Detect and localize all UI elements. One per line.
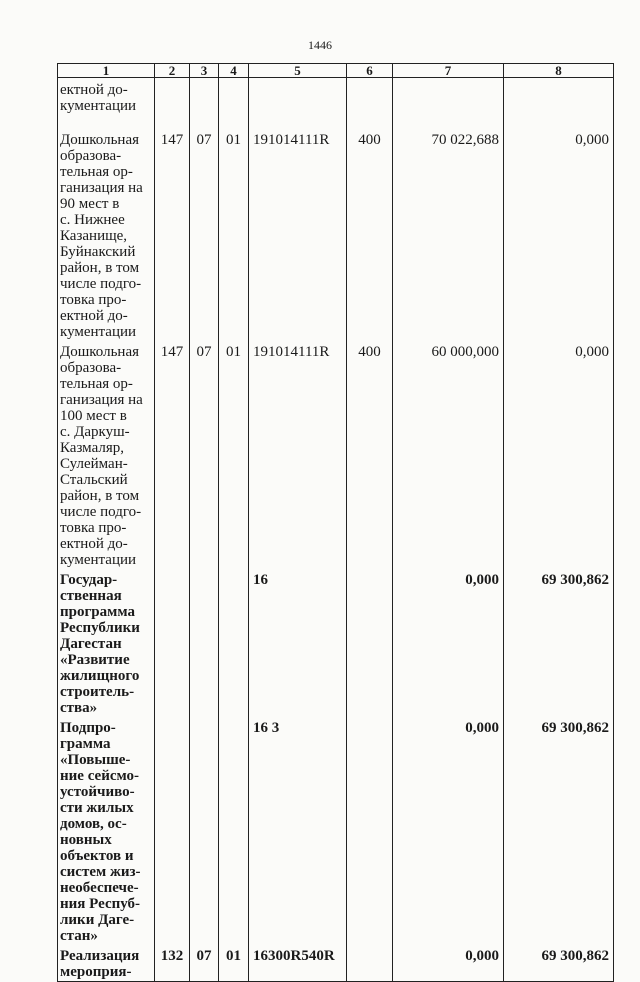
table-cell-col1: Дошкольная образова- тельная ор- ганизация на 90 мест в с. Нижнее Казанище, Буйнакский район, в том числе подго- товка про- ектной до- кументации: [58, 128, 155, 340]
table-cell-col3: [190, 716, 219, 944]
table-cell-col6: 400: [347, 340, 393, 568]
col-header-6: 6: [347, 64, 393, 78]
table-cell-col7: [393, 78, 504, 128]
table-cell-col4: 01: [219, 944, 249, 982]
col-header-3: 3: [190, 64, 219, 78]
table-cell-col3: [190, 78, 219, 128]
col-header-2: 2: [155, 64, 190, 78]
header-row: [58, 64, 614, 78]
table-cell-col1: Государ- ственная программа Республики Дагестан «Развитие жилищного строитель- ства»: [58, 568, 155, 716]
table-cell-col4: [219, 78, 249, 128]
table-cell-col1: Реализация мероприя-: [58, 944, 155, 982]
col-header-5: 5: [249, 64, 347, 78]
table-row: [58, 340, 614, 568]
table-cell-col5: 191014111R: [249, 340, 347, 568]
table-cell-col4: 01: [219, 128, 249, 340]
table-cell-col3: 07: [190, 128, 219, 340]
table-row: [58, 78, 614, 128]
table-cell-col5: 191014111R: [249, 128, 347, 340]
table-cell-col3: 07: [190, 944, 219, 982]
table-cell-col7: 0,000: [393, 568, 504, 716]
col-header-4: 4: [219, 64, 249, 78]
table-cell-col4: [219, 568, 249, 716]
table-cell-col3: [190, 568, 219, 716]
table-cell-col5: 16: [249, 568, 347, 716]
col-header-1: 1: [58, 64, 155, 78]
table-row: [58, 716, 614, 944]
table-cell-col8: 0,000: [504, 340, 614, 568]
table-row: [58, 128, 614, 340]
table-cell-col2: 132: [155, 944, 190, 982]
table-cell-col5: [249, 78, 347, 128]
table-cell-col5: 16300R540R: [249, 944, 347, 982]
table-cell-col6: [347, 78, 393, 128]
table-cell-col2: 147: [155, 340, 190, 568]
table-cell-col2: [155, 716, 190, 944]
table-cell-col6: 400: [347, 128, 393, 340]
table-cell-col7: 0,000: [393, 944, 504, 982]
table-cell-col8: 0,000: [504, 128, 614, 340]
col-header-8: 8: [504, 64, 614, 78]
table-cell-col7: 0,000: [393, 716, 504, 944]
table-cell-col7: 60 000,000: [393, 340, 504, 568]
table-cell-col1: Подпро- грамма «Повыше- ние сейсмо- устойчиво- сти жилых домов, ос- новных объектов и систем жиз- необеспече- ния Респуб- лики Даге- стан»: [58, 716, 155, 944]
table-cell-col6: [347, 944, 393, 982]
table-row: [58, 944, 614, 982]
budget-table: [57, 63, 614, 982]
table-cell-col3: 07: [190, 340, 219, 568]
table-cell-col4: 01: [219, 340, 249, 568]
table-cell-col6: [347, 568, 393, 716]
table-cell-col1: ектной до- кументации: [58, 78, 155, 128]
table-cell-col2: 147: [155, 128, 190, 340]
table-cell-col2: [155, 568, 190, 716]
table-cell-col6: [347, 716, 393, 944]
table-cell-col4: [219, 716, 249, 944]
table-cell-col5: 16 3: [249, 716, 347, 944]
table-cell-col8: [504, 78, 614, 128]
table-cell-col7: 70 022,688: [393, 128, 504, 340]
table-row: [58, 568, 614, 716]
table-cell-col1: Дошкольная образова- тельная ор- ганизация на 100 мест в с. Даркуш- Казмаляр, Сулейман- Стальский район, в том числе подго- товка про- ектной до- кументации: [58, 340, 155, 568]
table-cell-col2: [155, 78, 190, 128]
page-number: 1446: [308, 38, 332, 52]
table-cell-col8: 69 300,862: [504, 716, 614, 944]
table-cell-col8: 69 300,862: [504, 944, 614, 982]
table-cell-col8: 69 300,862: [504, 568, 614, 716]
col-header-7: 7: [393, 64, 504, 78]
